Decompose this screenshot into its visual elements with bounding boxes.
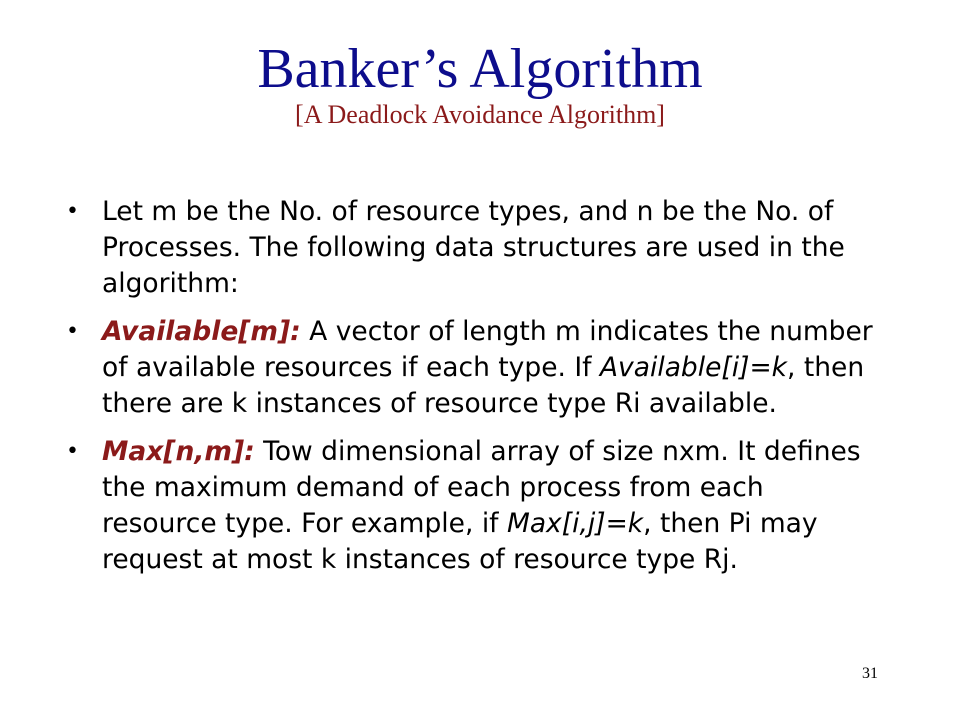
formula-max: Max[i,j]=k — [506, 508, 644, 539]
bullet-text: A vector of length m indicates the number of available resources if each type. If — [102, 316, 873, 383]
bullet-dot-icon: • — [66, 199, 79, 224]
slide-subtitle: [A Deadlock Avoidance Algorithm] — [295, 100, 665, 129]
bullet-item-intro — [66, 194, 886, 302]
bullet-dot-icon: • — [66, 439, 79, 464]
slide-title: Banker’s Algorithm — [257, 38, 703, 100]
bullet-item-max — [66, 434, 886, 578]
page-number: 31 — [862, 665, 878, 682]
bullet-item-available — [66, 314, 886, 422]
term-available: Available[m]: — [102, 316, 301, 347]
bullet-text: , then Pi may request at most k instances of resource type Rj. — [102, 508, 818, 575]
bullet-text: , then there are k instances of resource type Ri available. — [102, 352, 865, 419]
bullet-text: Let m be the No. of resource types, and n be the No. of Processes. The following data structures are used in the algorithm: — [102, 196, 845, 299]
bullet-text: Tow dimensional array of size nxm. It defines the maximum demand of each process from each resource type. For example, if — [102, 436, 861, 539]
bullet-list — [66, 194, 886, 590]
formula-available: Available[i]=k — [599, 352, 788, 383]
bullet-dot-icon: • — [66, 319, 79, 344]
term-max: Max[n,m]: — [102, 436, 255, 467]
title-block — [0, 38, 960, 130]
